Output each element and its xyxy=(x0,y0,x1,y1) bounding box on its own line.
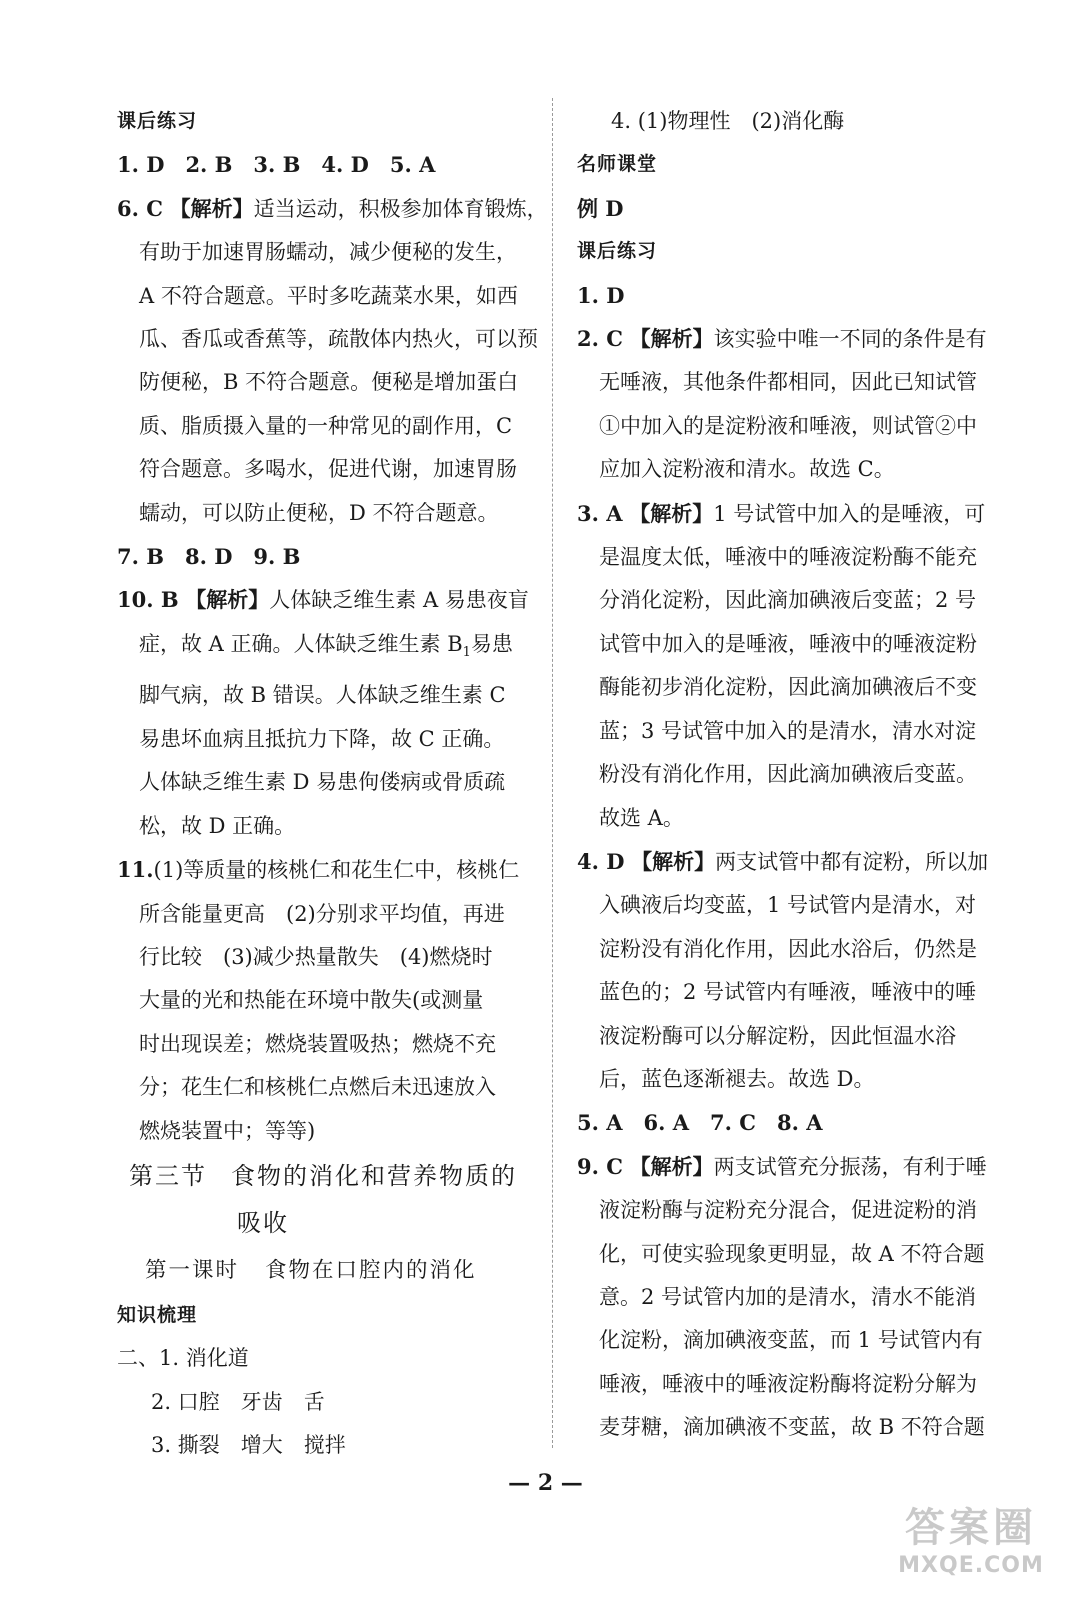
q10-line: 易患坏血病且抵抗力下降，故 C 正确。 xyxy=(139,726,505,751)
q9-line: 两支试管充分振荡，有利于唾 xyxy=(713,1154,987,1179)
question-9 xyxy=(577,1145,997,1450)
answer-r4: 4. (1)物理性 (2)消化酶 xyxy=(611,109,845,133)
q2-answer: 2. C xyxy=(577,326,623,352)
q4-line: 淀粉没有消化作用，因此水浴后，仍然是 xyxy=(599,936,977,961)
left-column xyxy=(117,100,548,1468)
right-column xyxy=(577,100,997,1450)
q11-line: 行比较 (3)减少热量散失 (4)燃烧时 xyxy=(139,944,493,969)
q3-line: 分消化淀粉，因此滴加碘液后变蓝；2 号 xyxy=(599,588,977,613)
section-heading-teacher: 名师课堂 xyxy=(577,153,658,176)
page-number: — 2 — xyxy=(508,1470,583,1496)
section-heading-exercises: 课后练习 xyxy=(117,110,198,132)
q11-line: 时出现误差；燃烧装置吸热；燃烧不充 xyxy=(139,1031,496,1056)
section-number: 第三节 xyxy=(129,1161,207,1190)
q10-line: 人体缺乏维生素 D 易患佝偻病或骨质疏 xyxy=(139,770,506,795)
q6-line: 瓜、香瓜或香蕉等，疏散体内热火，可以预 xyxy=(139,327,538,352)
lesson-name: 食物在口腔内的消化 xyxy=(265,1257,477,1283)
q9-line: 化，可使实验现象更明显，故 A 不符合题 xyxy=(599,1241,985,1266)
q9-answer: 9. C xyxy=(577,1153,623,1179)
lesson-number: 第一课时 xyxy=(145,1257,240,1283)
q6-line: 防便秘，B 不符合题意。便秘是增加蛋白 xyxy=(139,370,519,395)
q11-line: (1)等质量的核桃仁和花生仁中，核桃仁 xyxy=(153,858,520,883)
q9-line: 化淀粉，滴加碘液变蓝，而 1 号试管内有 xyxy=(599,1328,983,1353)
q3-line: 酶能初步消化淀粉，因此滴加碘液后不变 xyxy=(599,675,977,700)
q9-line: 意。2 号试管内加的是清水，清水不能消 xyxy=(599,1284,977,1309)
q4-answer: 4. D xyxy=(577,848,625,874)
q11-line: 大量的光和热能在环境中散失(或测量 xyxy=(139,988,484,1013)
q6-line: 质、脂质摄入量的一种常见的副作用，C xyxy=(139,413,513,438)
watermark-url: MXQE.COM xyxy=(898,1553,1044,1578)
question-10 xyxy=(117,578,527,848)
q9-line: 麦芽糖，滴加碘液不变蓝，故 B 不符合题 xyxy=(599,1415,985,1440)
question-4 xyxy=(577,840,997,1101)
section-title-line: 食物的消化和营养物质的 xyxy=(231,1161,517,1190)
q2-line: 应加入淀粉液和清水。故选 C。 xyxy=(599,457,895,482)
question-2 xyxy=(577,317,997,492)
q4-line: 后，蓝色逐渐褪去。故选 D。 xyxy=(599,1066,875,1091)
q4-line: 液淀粉酶可以分解淀粉，因此恒温水浴 xyxy=(599,1023,956,1048)
section-heading-knowledge: 知识梳理 xyxy=(117,1303,198,1326)
q10-subscript: 1 xyxy=(462,645,471,661)
q10-tag: 【解析】 xyxy=(185,588,270,613)
q6-line: 蠕动，可以防止便秘，D 不符合题意。 xyxy=(139,500,499,525)
example-answer: 例 D xyxy=(577,195,624,221)
q6-answer: 6. C xyxy=(117,195,163,221)
q6-tag: 【解析】 xyxy=(169,196,254,221)
q6-line: 有助于加速胃肠蠕动，减少便秘的发生， xyxy=(139,240,517,265)
q11-line: 所含能量更高 (2)分别求平均值，再进 xyxy=(139,901,505,926)
q9-tag: 【解析】 xyxy=(629,1154,714,1179)
q10-line: 人体缺乏维生素 A 易患夜盲 xyxy=(269,588,529,613)
list-item: 3. 撕裂 增大 搅拌 xyxy=(151,1433,346,1458)
q3-line: 蓝；3 号试管中加入的是清水，清水对淀 xyxy=(599,718,977,743)
q10-line: 症，故 A 正确。人体缺乏维生素 B xyxy=(139,631,463,656)
q10-answer: 10. B xyxy=(117,587,179,613)
q4-line: 入碘液后均变蓝，1 号试管内是清水，对 xyxy=(599,893,977,918)
q4-line: 两支试管中都有淀粉，所以加 xyxy=(715,849,989,874)
q2-tag: 【解析】 xyxy=(629,327,714,352)
section-heading-exercises-2: 课后练习 xyxy=(577,240,658,263)
q2-line: 该实验中唯一不同的条件是有 xyxy=(713,327,987,352)
section-title xyxy=(117,1153,527,1247)
question-3 xyxy=(577,492,997,840)
q3-line: 试管中加入的是唾液，唾液中的唾液淀粉 xyxy=(599,631,977,656)
q3-line: 1 号试管中加入的是唾液，可 xyxy=(713,501,986,526)
section-title-line: 吸收 xyxy=(237,1208,289,1237)
q11-number: 11. xyxy=(117,857,154,883)
q10-line: 脚气病，故 B 错误。人体缺乏维生素 C xyxy=(139,683,506,708)
q6-line: 适当运动，积极参加体育锻炼， xyxy=(253,196,548,221)
answers-5-8: 5. A 6. A 7. C 8. A xyxy=(577,1110,823,1136)
question-11 xyxy=(117,848,527,1153)
q11-line: 燃烧装置中；等等) xyxy=(139,1118,316,1143)
list-item: 二、1. 消化道 xyxy=(117,1346,249,1371)
question-6 xyxy=(117,187,548,535)
list-item: 2. 口腔 牙齿 舌 xyxy=(151,1389,325,1414)
q6-line: 符合题意。多喝水，促进代谢，加速胃肠 xyxy=(139,457,517,482)
q9-line: 唾液，唾液中的唾液淀粉酶将淀粉分解为 xyxy=(599,1371,977,1396)
q10-line: 松，故 D 正确。 xyxy=(139,813,296,838)
q2-line: ①中加入的是淀粉液和唾液，则试管②中 xyxy=(599,413,977,438)
q4-line: 蓝色的；2 号试管内有唾液，唾液中的唾 xyxy=(599,980,977,1005)
q4-tag: 【解析】 xyxy=(631,849,716,874)
q3-line: 是温度太低，唾液中的唾液淀粉酶不能充 xyxy=(599,545,977,570)
answers-1-5: 1. D 2. B 3. B 4. D 5. A xyxy=(117,152,436,178)
q3-answer: 3. A xyxy=(577,500,623,526)
answers-7-9: 7. B 8. D 9. B xyxy=(117,544,301,570)
q3-line: 故选 A。 xyxy=(599,805,684,830)
watermark-logo xyxy=(881,1496,1061,1588)
watermark-text: 答案圈 xyxy=(905,1505,1037,1551)
column-divider xyxy=(552,98,553,1448)
q3-line: 粉没有消化作用，因此滴加碘液后变蓝。 xyxy=(599,762,977,787)
q11-line: 分；花生仁和核桃仁点燃后未迅速放入 xyxy=(139,1075,496,1100)
q10-line: 易患 xyxy=(470,631,513,656)
q2-line: 无唾液，其他条件都相同，因此已知试管 xyxy=(599,370,977,395)
q3-tag: 【解析】 xyxy=(629,501,714,526)
answer-1: 1. D xyxy=(577,282,625,308)
lesson-title xyxy=(117,1247,527,1294)
q9-line: 液淀粉酶与淀粉充分混合，促进淀粉的消 xyxy=(599,1198,977,1223)
q6-line: A 不符合题意。平时多吃蔬菜水果，如西 xyxy=(139,283,518,308)
